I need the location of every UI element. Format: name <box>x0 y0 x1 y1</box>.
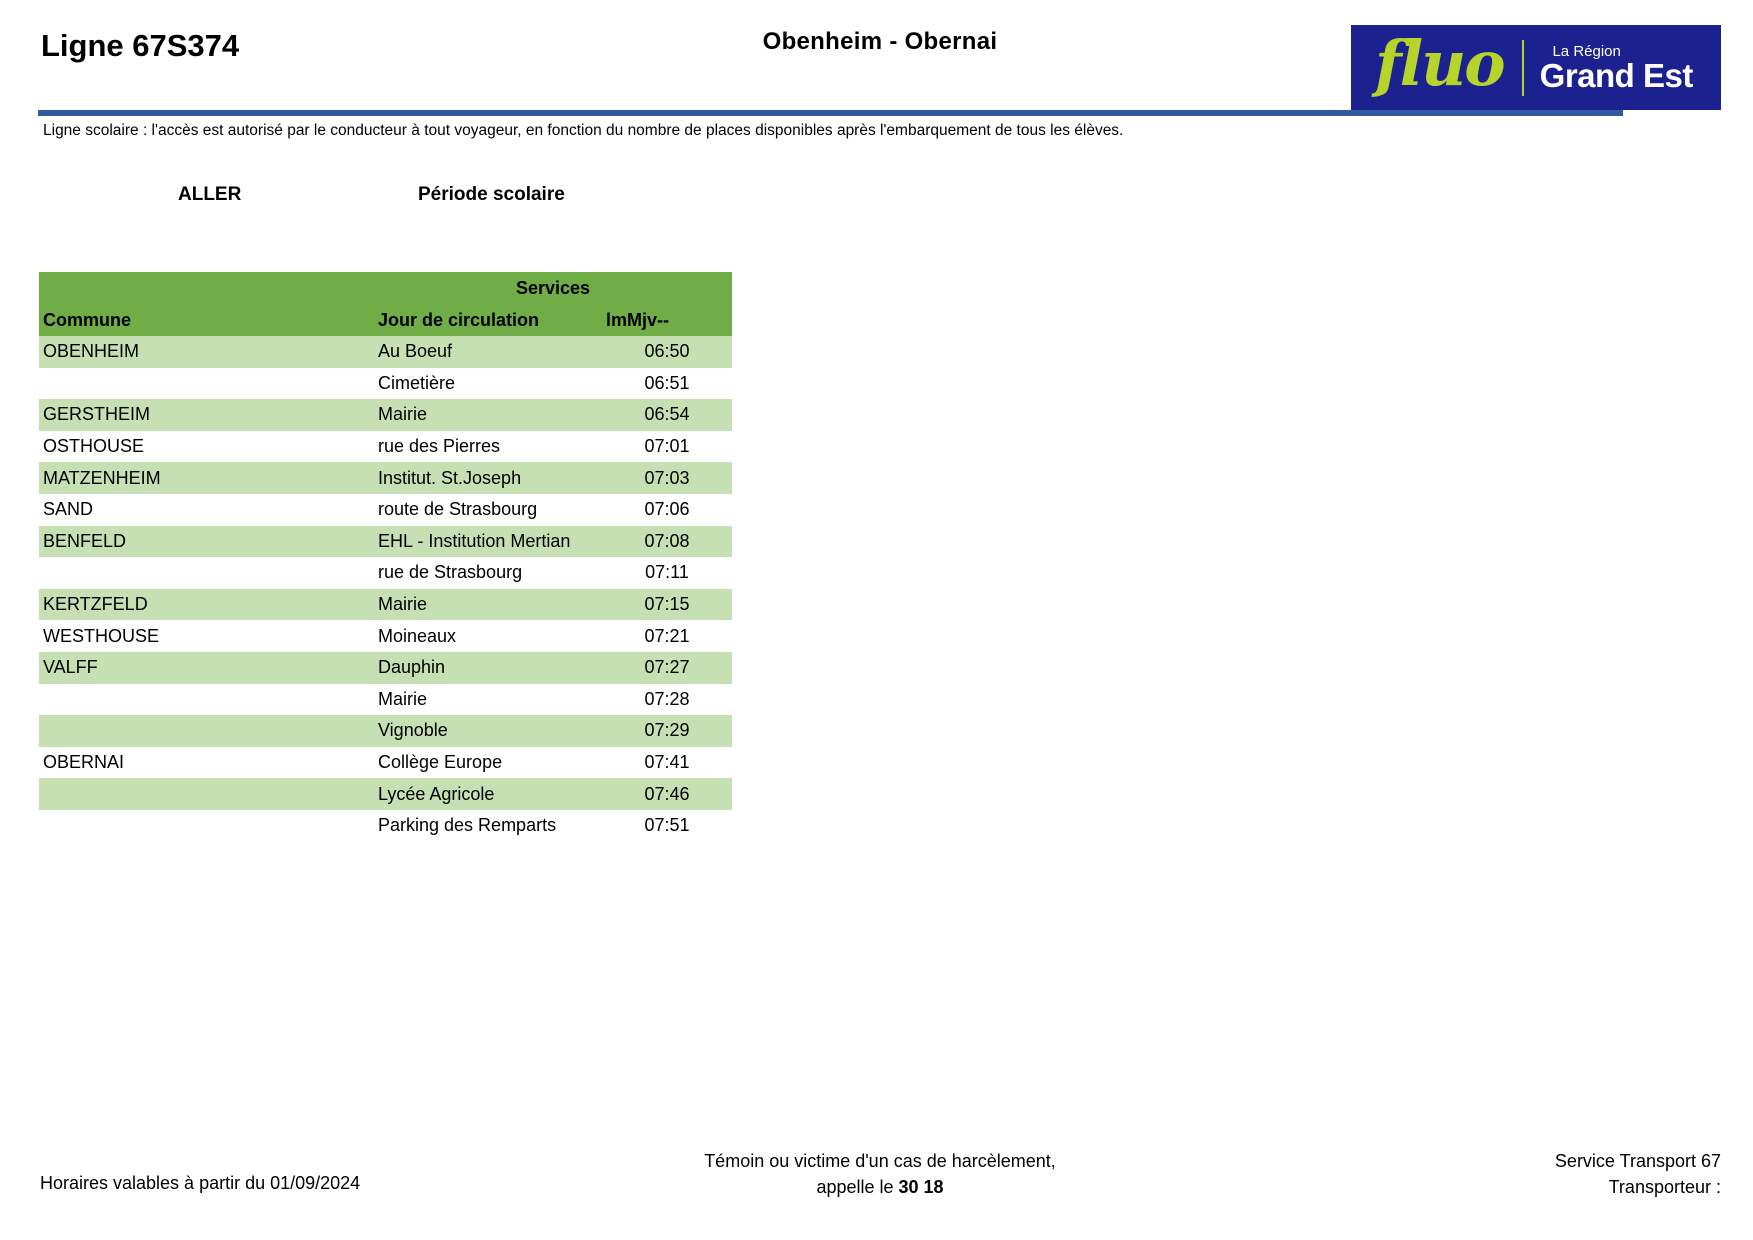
time-cell: 07:11 <box>645 562 689 583</box>
table-row <box>39 778 732 810</box>
harassment-notice <box>0 1148 1753 1200</box>
time-cell: 07:03 <box>602 462 732 494</box>
commune-cell: GERSTHEIM <box>39 399 374 431</box>
stop-cell: Cimetière <box>378 372 456 393</box>
stop-cell: Parking des Remparts <box>378 815 557 836</box>
table-row <box>39 462 732 494</box>
time-cell: 07:46 <box>602 778 732 810</box>
commune-cell: MATZENHEIM <box>39 462 374 494</box>
stop-cell: Vignoble <box>374 715 602 747</box>
time-cell: 06:51 <box>644 372 690 393</box>
school-line-notice: Ligne scolaire : l'accès est autorisé par le conducteur à tout voyageur, en fonction du nombre de places disponibles après l'embarquement de tous les élèves. <box>43 122 1124 139</box>
stop-cell: Mairie <box>374 589 602 621</box>
harassment-number: 30 18 <box>898 1177 944 1197</box>
table-row <box>39 526 732 558</box>
table-row <box>39 589 732 621</box>
time-cell: 07:01 <box>644 436 690 457</box>
harassment-prefix: appelle le <box>816 1177 899 1197</box>
header-blank <box>39 272 374 304</box>
period-label: Période scolaire <box>418 184 565 205</box>
table-row <box>39 684 732 716</box>
region-big-label: Grand Est <box>1539 56 1693 94</box>
columns-header-row <box>39 304 732 336</box>
harassment-line2 <box>0 1174 1753 1200</box>
carrier-label: Transporteur : <box>1608 1177 1721 1197</box>
commune-cell <box>39 684 374 716</box>
service-name: Service Transport 67 <box>1554 1151 1721 1171</box>
time-cell: 07:15 <box>602 589 732 621</box>
stop-cell: EHL - Institution Mertian <box>374 526 602 558</box>
commune-cell: OSTHOUSE <box>43 436 145 457</box>
table-row <box>39 810 732 842</box>
stop-cell: Collège Europe <box>378 752 503 773</box>
stop-cell: Au Boeuf <box>374 336 602 368</box>
table-row <box>39 399 732 431</box>
harassment-line1: Témoin ou victime d'un cas de harcèlement, <box>704 1151 1056 1171</box>
commune-cell: WESTHOUSE <box>43 625 160 646</box>
time-cell: 06:54 <box>602 399 732 431</box>
header-rule <box>38 110 1623 116</box>
commune-cell: OBENHEIM <box>39 336 374 368</box>
region-small-label: La Région <box>1552 42 1621 60</box>
stop-cell: rue des Pierres <box>378 436 501 457</box>
time-cell: 07:06 <box>644 499 690 520</box>
stop-cell: Mairie <box>378 688 428 709</box>
table-row <box>39 431 732 463</box>
commune-cell: SAND <box>43 499 94 520</box>
stop-cell: Lycée Agricole <box>374 778 602 810</box>
table-row <box>39 557 732 589</box>
commune-cell <box>39 368 374 400</box>
time-cell: 07:51 <box>644 815 690 836</box>
table-row <box>39 747 732 779</box>
days-code-header: lmMjv-- <box>602 304 732 336</box>
table-row <box>39 652 732 684</box>
time-cell: 07:41 <box>644 752 690 773</box>
commune-cell: BENFELD <box>39 526 374 558</box>
line-title: Ligne 67S374 <box>41 28 240 63</box>
stop-cell: rue de Strasbourg <box>378 562 523 583</box>
services-header: Services <box>374 272 732 304</box>
table-row <box>39 368 732 400</box>
region-wordmark <box>1540 44 1693 92</box>
time-cell: 06:50 <box>602 336 732 368</box>
commune-cell: OBERNAI <box>43 752 125 773</box>
stop-cell: route de Strasbourg <box>378 499 538 520</box>
direction-label: ALLER <box>178 184 242 205</box>
logo-separator <box>1522 40 1524 96</box>
stop-cell: Moineaux <box>378 625 457 646</box>
stop-cell: Dauphin <box>374 652 602 684</box>
commune-cell <box>39 778 374 810</box>
table-row <box>39 715 732 747</box>
commune-cell: VALFF <box>39 652 374 684</box>
time-cell: 07:21 <box>644 625 690 646</box>
services-header-row <box>39 272 732 304</box>
timetable <box>39 272 732 842</box>
jour-header: Jour de circulation <box>374 304 602 336</box>
table-row <box>39 336 732 368</box>
fluo-grand-est-logo <box>1351 25 1721 110</box>
fluo-wordmark: fluo <box>1375 26 1504 100</box>
stop-cell: Mairie <box>374 399 602 431</box>
commune-cell <box>39 810 374 842</box>
commune-cell <box>39 557 374 589</box>
time-cell: 07:08 <box>602 526 732 558</box>
validity-text: Horaires valables à partir du 01/09/2024 <box>40 1173 361 1193</box>
stop-cell: Institut. St.Joseph <box>374 462 602 494</box>
time-cell: 07:28 <box>644 688 690 709</box>
commune-header: Commune <box>39 304 374 336</box>
time-cell: 07:29 <box>602 715 732 747</box>
service-info <box>1555 1148 1721 1200</box>
time-cell: 07:27 <box>602 652 732 684</box>
commune-cell <box>39 715 374 747</box>
table-row <box>39 494 732 526</box>
commune-cell: KERTZFELD <box>39 589 374 621</box>
table-row <box>39 620 732 652</box>
route-title: Obenheim - Obernai <box>762 28 998 55</box>
